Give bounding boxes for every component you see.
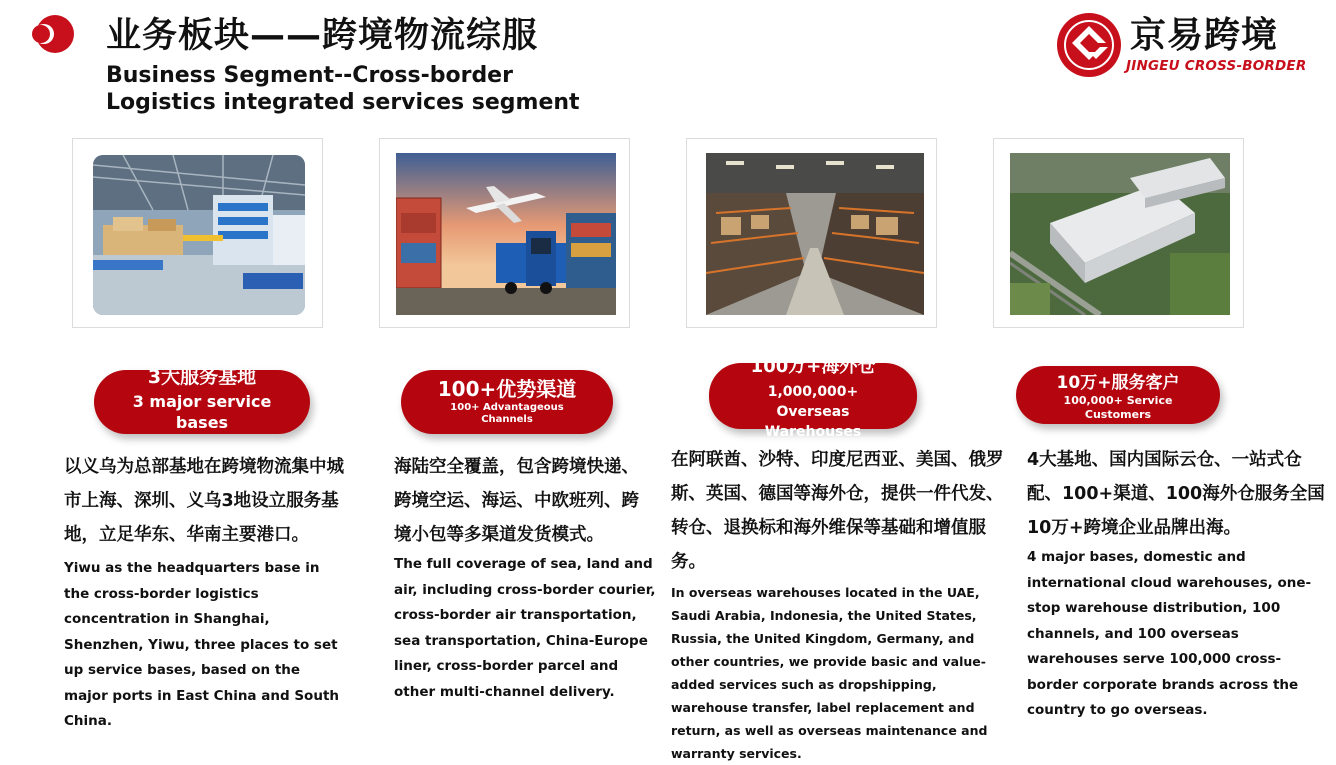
description-en: Yiwu as the headquarters base in the cross-border logistics concentration in Shanghai, Shenzhen, Yiwu, three places to set up service bases, based on the major ports in East China and South China. <box>64 560 340 729</box>
page-subtitle: Business Segment--Cross-border Logistics integrated services segment <box>106 63 580 115</box>
description-en: The full coverage of sea, land and air, including cross-border courier, cross-border air transportation, sea transportation, China-Europe liner, cross-border parcel and other multi-channel delivery. <box>394 556 656 700</box>
brand-name: 京易跨境 <box>1130 15 1279 56</box>
warehouse-conveyor-photo <box>93 155 305 315</box>
description-en: 4 major bases, domestic and international cloud warehouses, one-stop warehouse distribution, 100 channels, and 100 overseas warehouses serve 100,000 cross-border corporate brands across the country to go overseas. <box>1027 549 1312 718</box>
description-channels <box>394 450 656 705</box>
badge-title: 100+优势渠道 <box>437 377 577 401</box>
brand-logo <box>1056 12 1324 80</box>
header-logo-mark <box>30 14 76 54</box>
photo-card-4 <box>993 138 1244 328</box>
plane-truck-containers-photo <box>396 153 616 315</box>
description-service-customers <box>1027 443 1331 724</box>
badge-subtitle: 3 major service bases <box>132 392 272 432</box>
aerial-warehouse-photo <box>1010 153 1230 315</box>
description-zh: 以义乌为总部基地在跨境物流集中城市上海、深圳、义乌3地设立服务基地，立足华东、华南主要港口。 <box>64 457 344 545</box>
description-zh: 4大基地、国内国际云仓、一站式仓配、100+渠道、100海外仓服务全国10万+跨境企业品牌出海。 <box>1027 450 1325 538</box>
badge-subtitle-line2: Overseas <box>776 404 850 420</box>
badge-title: 100万+海外仓 <box>750 356 876 377</box>
description-overseas-warehouses <box>671 443 1013 765</box>
badge-service-customers <box>1016 366 1220 424</box>
description-service-bases <box>64 450 346 735</box>
badge-subtitle: 100+ Advantageous Channels <box>450 402 564 425</box>
badge-title: 3大服务基地 <box>147 366 257 388</box>
photo-card-3 <box>686 138 937 328</box>
warehouse-racks-photo <box>706 153 924 315</box>
badge-subtitle: 100,000+ Service Customers <box>1063 394 1173 421</box>
badge-service-bases <box>94 366 310 434</box>
brand-emblem-icon <box>1056 12 1122 78</box>
photo-card-2 <box>379 138 630 328</box>
badge-overseas-warehouses <box>709 356 917 440</box>
brand-name-en: JINGEU CROSS-BORDER <box>1126 58 1307 74</box>
badge-title: 10万+服务客户 <box>1056 373 1180 393</box>
description-zh: 在阿联酋、沙特、印度尼西亚、美国、俄罗斯、英国、德国等海外仓，提供一件代发、转仓、退换标和海外维保等基础和增值服务。 <box>671 450 1004 572</box>
description-zh: 海陆空全覆盖，包含跨境快递、跨境空运、海运、中欧班列、跨境小包等多渠道发货模式。 <box>394 457 639 545</box>
badge-subtitle-line1: 1,000,000+ <box>767 384 859 400</box>
description-en: In overseas warehouses located in the UAE, Saudi Arabia, Indonesia, the United States, Russia, the United Kingdom, Germany, and other countries, we provide basic and value-added services such as dropshipping, warehouse transfer, label replacement and return, as well as overseas maintenance and warranty services. <box>671 585 988 761</box>
badge-subtitle-line3: Warehouses <box>764 424 862 440</box>
badge-channels <box>401 370 613 434</box>
page-title: 业务板块——跨境物流综服 <box>106 16 539 56</box>
photo-card-1 <box>72 138 323 328</box>
